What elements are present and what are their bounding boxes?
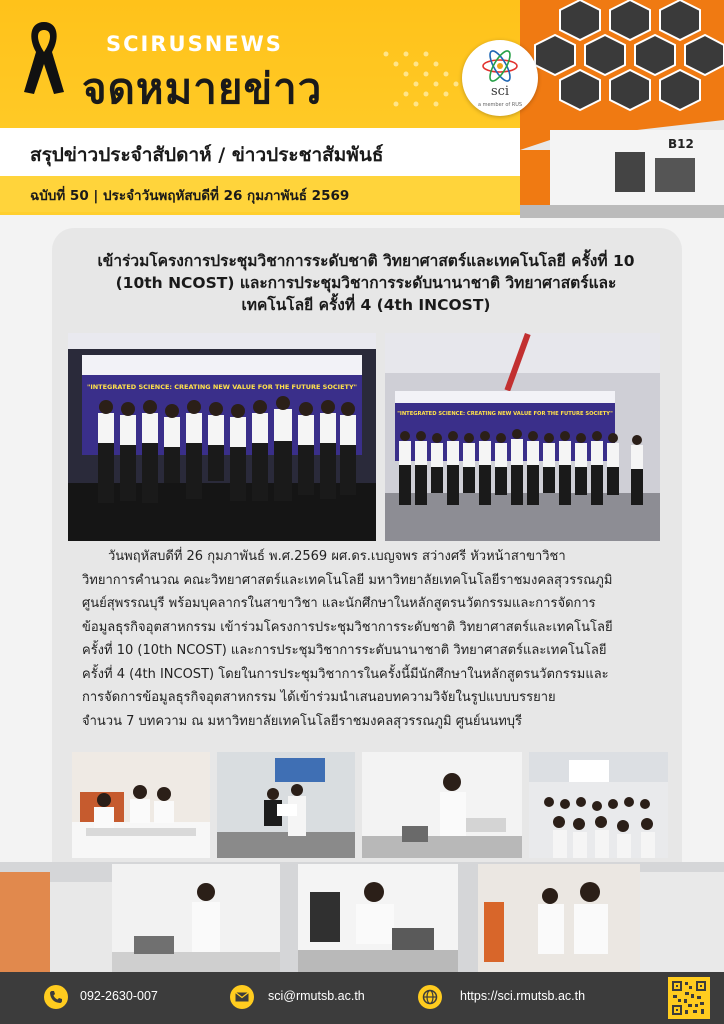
phone-number[interactable]: 092-2630-007 (80, 989, 158, 1003)
group-photo-left (68, 333, 376, 541)
chevron-pattern-icon (380, 44, 466, 114)
sci-logo (462, 40, 538, 116)
website-link[interactable]: https://sci.rmutsb.ac.th (460, 989, 586, 1003)
faculty-building-photo (520, 0, 724, 218)
body-line: การจัดการข้อมูลธุรกิจอุตสาหกรรม ได้เข้าร่วมนำเสนอบทความวิจัยในรูปแบบบรรยาย (82, 690, 556, 705)
email-link[interactable]: sci@rmutsb.ac.th (268, 989, 365, 1003)
phone-icon (44, 985, 68, 1009)
article-body (82, 545, 662, 733)
logo-text: sci (490, 84, 510, 99)
presentation-photo-3 (362, 752, 522, 858)
conference-banner-text: "INTEGRATED SCIENCE: CREATING NEW VALUE FOR THE FUTURE SOCIETY" (397, 411, 613, 417)
newsletter-subtitle: สรุปข่าวประจำสัปดาห์ / ข่าวประชาสัมพันธ์ (30, 144, 384, 166)
atom-icon (480, 48, 520, 84)
group-photo-right (385, 333, 660, 541)
body-line: ครั้งที่ 4 (4th INCOST) โดยในการประชุมวิชาการในครั้งนี้มีนักศึกษาในหลักสูตรนวัตกรรมและ (82, 666, 609, 682)
issue-info: ฉบับที่ 50 | ประจำวันพฤหัสบดีที่ 26 กุมภาพันธ์ 2569 (30, 188, 350, 204)
footer-photo-strip (0, 862, 724, 972)
contact-footer (0, 972, 724, 1024)
body-line: วันพฤหัสบดีที่ 26 กุมภาพันธ์ พ.ศ.2569 ผศ.ดร.เบญจพร สว่างศรี หัวหน้าสาขาวิชา (108, 549, 566, 564)
audience-photo (529, 752, 668, 858)
newsletter-header (0, 0, 724, 220)
body-line: ข้อมูลธุรกิจอุตสาหกรรม เข้าร่วมโครงการประชุมวิชาการระดับชาติ วิทยาศาสตร์และเทคโนโลยี (82, 619, 613, 635)
mail-icon (230, 985, 254, 1009)
logo-subtext: a member of RUS (477, 102, 523, 108)
presentation-photo-2 (217, 752, 355, 858)
qr-code[interactable] (668, 977, 710, 1019)
mourning-ribbon-icon (22, 18, 66, 96)
headline-line: เทคโนโลยี ครั้งที่ 4 (4th INCOST) (241, 296, 491, 314)
body-line: จำนวน 7 บทความ ณ มหาวิทยาลัยเทคโนโลยีราชมงคลสุวรรณภูมิ ศูนย์นนทบุรี (82, 713, 523, 729)
body-line: วิทยาการคำนวณ คณะวิทยาศาสตร์และเทคโนโลยี มหาวิทยาลัยเทคโนโลยีราชมงคลสุวรรณภูมิ (82, 572, 613, 588)
headline-line: (10th NCOST) และการประชุมวิชาการระดับนานาชาติ วิทยาศาสตร์และ (115, 274, 617, 292)
headline-line: เข้าร่วมโครงการประชุมวิชาการระดับชาติ วิทยาศาสตร์และเทคโนโลยี ครั้งที่ 10 (97, 252, 635, 270)
conference-banner-text: "INTEGRATED SCIENCE: CREATING NEW VALUE FOR THE FUTURE SOCIETY" (86, 383, 358, 391)
body-line: ครั้งที่ 10 (10th NCOST) และการประชุมวิชาการระดับนานาชาติ วิทยาศาสตร์และเทคโนโลยี (82, 643, 607, 658)
svg-text:B12: B12 (668, 137, 694, 151)
newsletter-title: จดหมายข่าว (82, 64, 323, 113)
globe-icon (418, 985, 442, 1009)
brand-name: SCIRUSNEWS (106, 32, 283, 56)
article-headline (60, 250, 672, 316)
body-line: ศูนย์สุพรรณบุรี พร้อมบุคลากรในสาขาวิชา และนักศึกษาในหลักสูตรนวัตกรรมและการจัดการ (82, 596, 596, 611)
presentation-photo-1 (72, 752, 210, 858)
